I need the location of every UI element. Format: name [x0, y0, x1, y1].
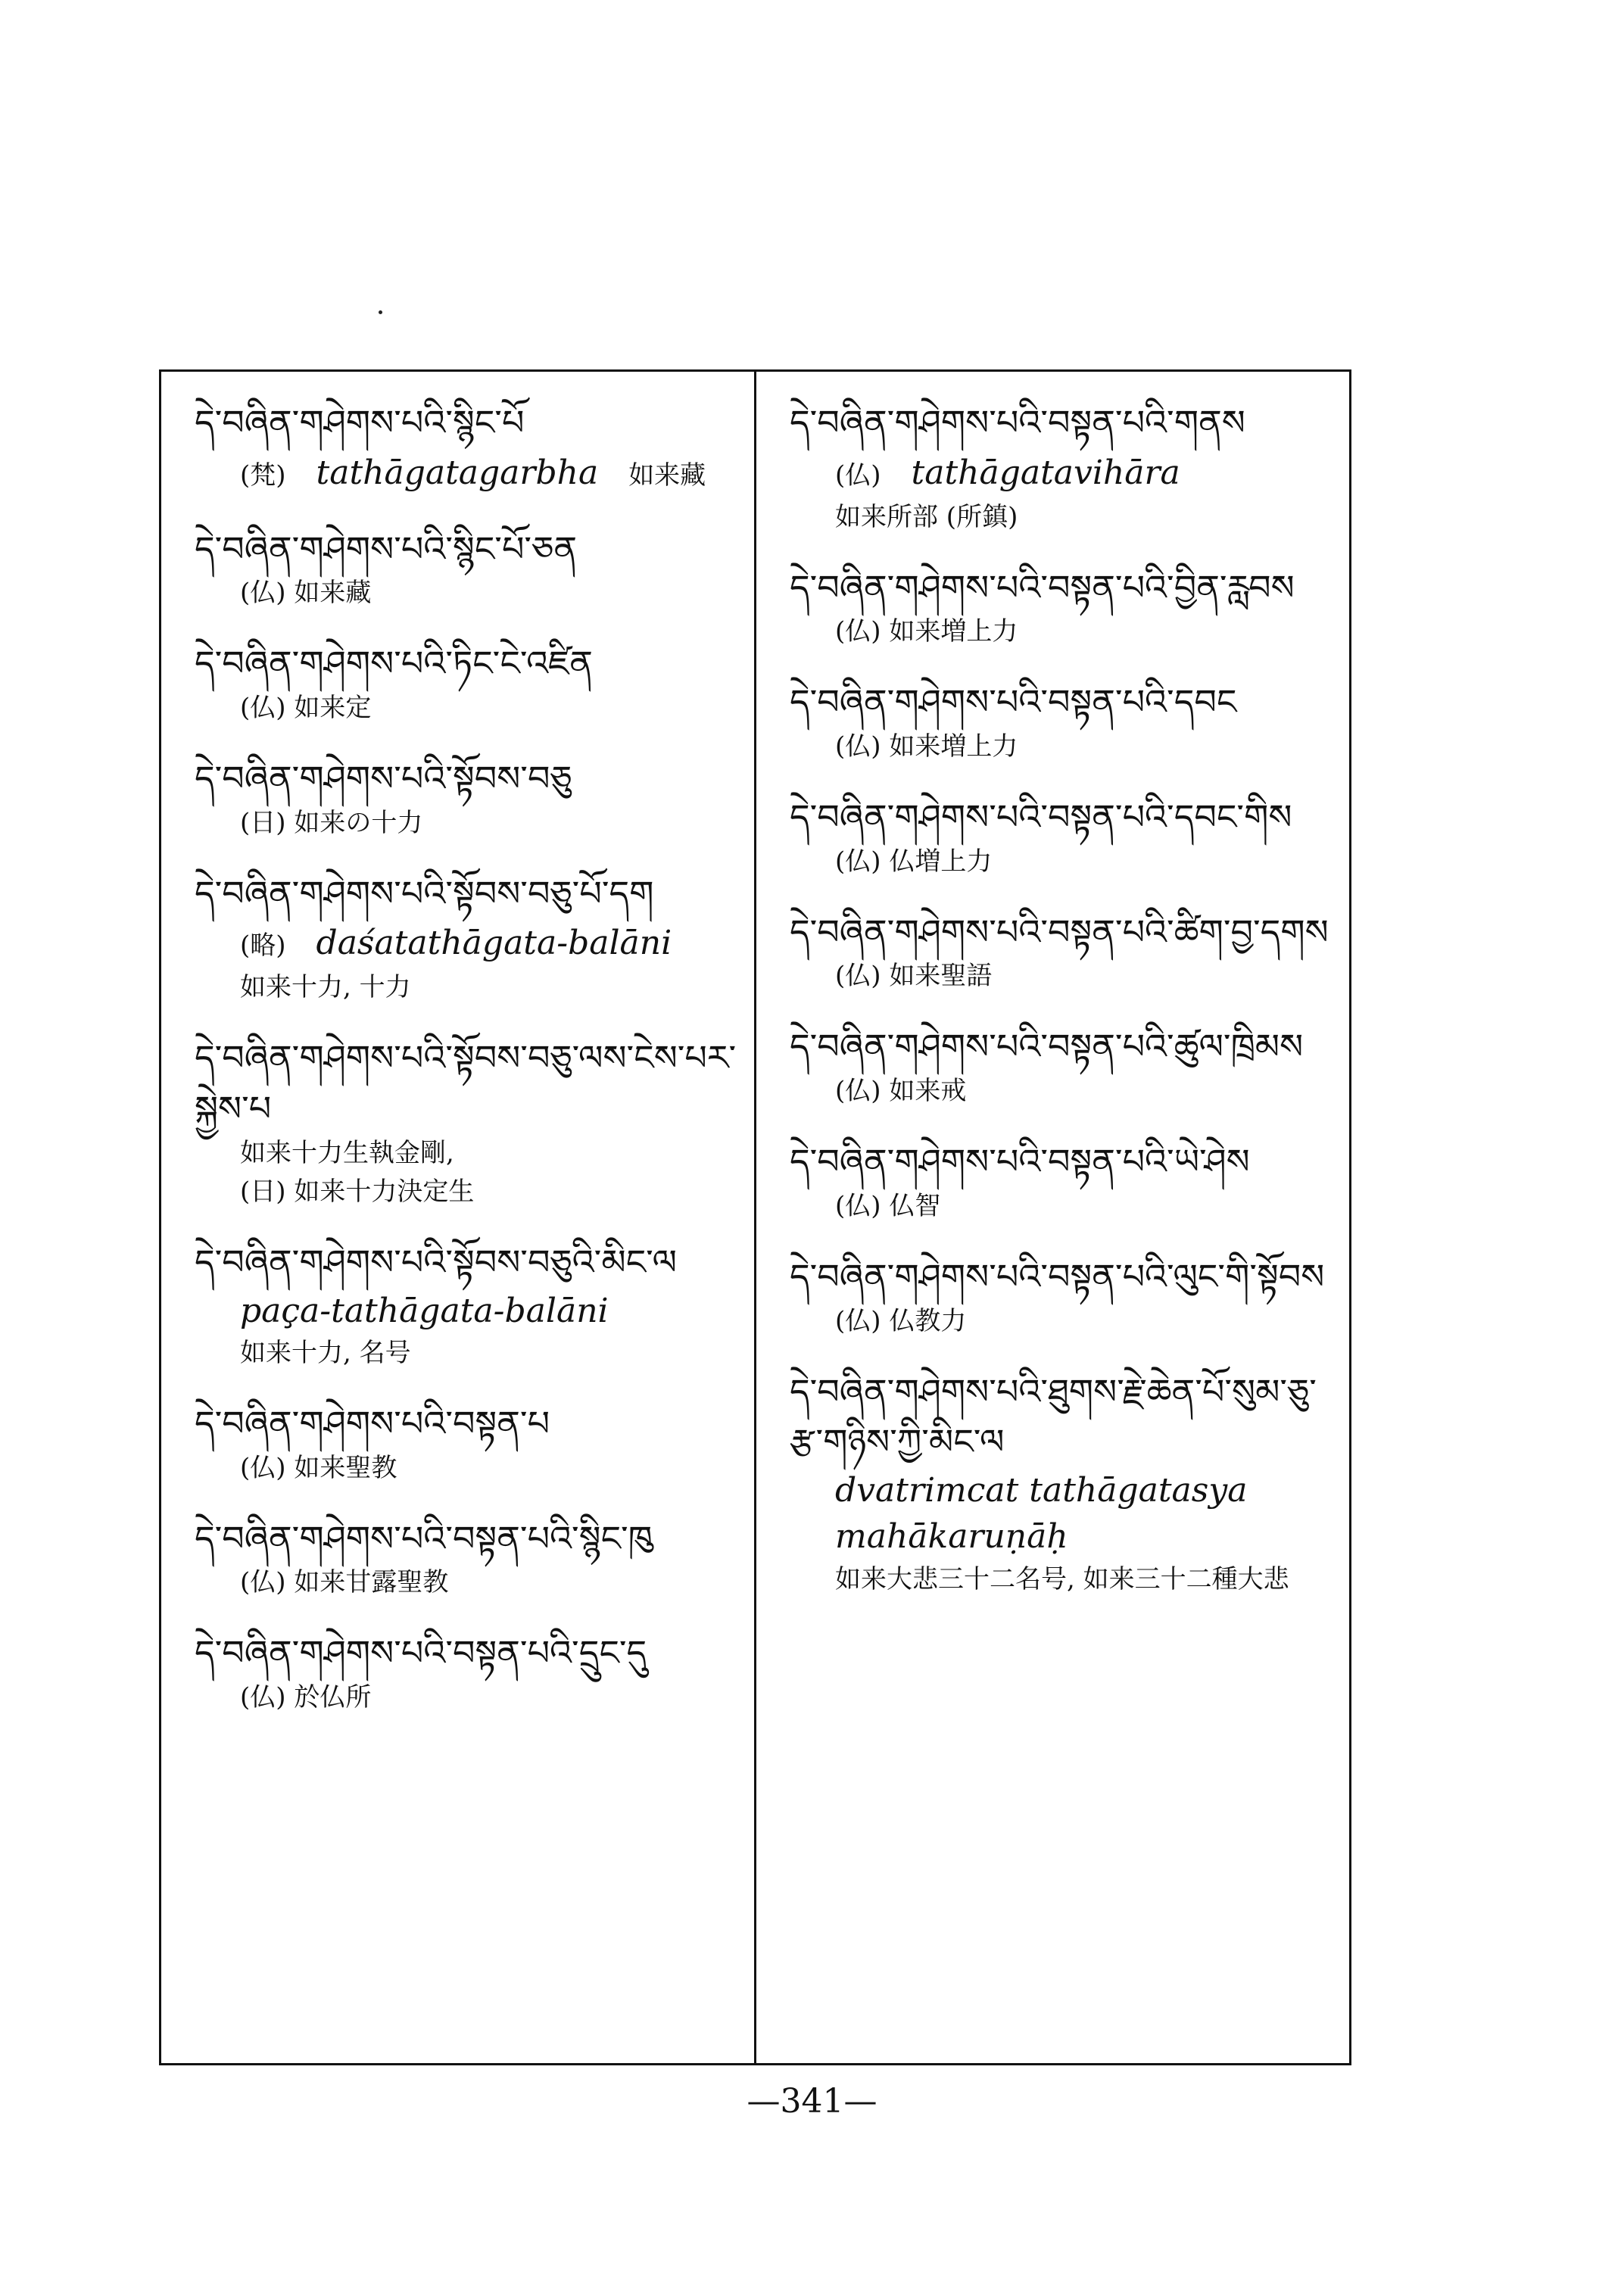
tibetan-headword: དེ་བཞིན་གཤེགས་པའི་བསྟན་པའི་དབང་གིས [790, 796, 1292, 838]
dictionary-entry [195, 638, 743, 728]
tibetan-headword: དེ་བཞིན་གཤེགས་པའི་སྟོབས་བཅུ་ལས་ངེས་པར་སྐྱེས་པ [195, 1037, 737, 1130]
tibetan-headword: དེ་བཞིན་གཤེགས་པའི་སྙིང་པོ [195, 402, 525, 443]
entry-gloss [835, 612, 1339, 651]
entry-gloss [240, 1134, 743, 1173]
entry-gloss [240, 918, 743, 968]
gloss-text: (仏) 仏智 [835, 1190, 941, 1221]
entry-gloss [835, 1467, 1339, 1514]
tibetan-headword: དེ་བཞིན་གཤེགས་པའི་བསྟན་པའི་བྱིན་རླབས [790, 566, 1295, 608]
tibetan-headword: དེ་བཞིན་གཤེགས་པའི་བསྟན་པའི་ཚིག་བྱ་དགས [790, 911, 1329, 952]
gloss-text: (日) 如来十力決定生 [240, 1176, 475, 1207]
dictionary-entry [195, 868, 743, 1008]
dictionary-entry [790, 792, 1339, 881]
tibetan-headword: དེ་བཞིན་གཤེགས་པའི་བསྟན་པའི་ཡེ་ཤེས [790, 1141, 1250, 1183]
dictionary-entry [790, 1021, 1339, 1111]
gloss-text: (仏) 如来聖教 [240, 1452, 397, 1483]
entry-gloss [835, 728, 1339, 766]
dictionary-entry [195, 753, 743, 843]
gloss-text: (仏) 如来甘露聖教 [240, 1567, 449, 1598]
gloss-text: (仏) 如来増上力 [835, 731, 1018, 762]
gloss-text: (仏) 如来増上力 [835, 616, 1018, 647]
stray-dot [379, 310, 382, 314]
entry-gloss [240, 1449, 743, 1488]
entry-gloss [835, 1072, 1339, 1111]
tibetan-headword: དེ་བཞིན་གཤེགས་པའི་ཏིང་ངེ་འཛིན [195, 643, 593, 684]
tibetan-headword: དེ་བཞིན་གཤེགས་པའི་བསྟན་པའི་ལུང་གི་སྟོབས [790, 1255, 1325, 1297]
dictionary-entry [790, 1251, 1339, 1341]
right-column [756, 372, 1349, 2063]
dictionary-entry [195, 1237, 743, 1373]
gloss-text: 如来十力, 名号 [240, 1338, 411, 1369]
gloss-text: (日) 如来の十力 [240, 807, 423, 838]
tibetan-headword: དེ་བཞིན་གཤེགས་པའི་བསྟན་པའི་སྙིང་ཁུ [195, 1517, 653, 1559]
dictionary-entry [195, 397, 743, 498]
tibetan-headword: དེ་བཞིན་གཤེགས་པའི་སྟོབས་བཅུའི་མིང་ལ [195, 1241, 677, 1283]
entry-gloss [240, 1288, 743, 1335]
entry-gloss [240, 1678, 743, 1717]
dictionary-entry [790, 397, 1339, 537]
gloss-text: 如来十力, 十力 [240, 972, 411, 1003]
tibetan-headword: དེ་བཞིན་གཤེགས་པའི་སྟོབས་བཅུ [195, 758, 572, 799]
entry-gloss [240, 1334, 743, 1373]
left-column [161, 372, 756, 2063]
dictionary-entry [790, 1136, 1339, 1226]
entry-gloss [835, 498, 1339, 537]
entry-gloss [835, 843, 1339, 881]
page-number: —341— [747, 2082, 877, 2121]
entry-gloss [240, 968, 743, 1007]
gloss-text: (仏) 如来定 [240, 693, 372, 724]
gloss-text: (略) [240, 930, 286, 962]
entry-gloss [835, 1302, 1339, 1341]
entry-gloss [240, 689, 743, 728]
japanese-gloss: 如来藏 [628, 460, 706, 491]
gloss-text: 如来大悲三十二名号, 如来三十二種大悲 [835, 1564, 1289, 1595]
dictionary-entry [790, 1367, 1339, 1600]
entry-gloss [240, 574, 743, 612]
entry-gloss [240, 1563, 743, 1602]
dictionary-entry [195, 1628, 743, 1717]
gloss-text: 如来十力生執金剛, [240, 1137, 454, 1168]
tibetan-headword: དེ་བཞིན་གཤེགས་པའི་སྟོབས་བཅུ་པོ་དག [195, 872, 654, 914]
entry-gloss [835, 1187, 1339, 1226]
entry-gloss [835, 448, 1339, 498]
dictionary-entry [790, 677, 1339, 766]
tibetan-headword: དེ་བཞིན་གཤེགས་པའི་སྙིང་པོ་ཅན [195, 528, 578, 569]
dictionary-entry [195, 1398, 743, 1488]
gloss-text: (仏) 仏増上力 [835, 846, 993, 877]
sanskrit-term: dvatrimcat tathāgatasya [835, 1470, 1248, 1510]
sanskrit-term: daśatathāgata-balāni [316, 924, 672, 963]
gloss-text: (仏) 於仏所 [240, 1682, 372, 1713]
dictionary-entry [790, 907, 1339, 996]
entry-gloss [240, 804, 743, 843]
gloss-text: (仏) 如来藏 [240, 578, 372, 609]
entry-gloss [835, 1560, 1339, 1599]
gloss-text: (仏) [835, 460, 881, 491]
gloss-text: (仏) 如来戒 [835, 1076, 967, 1107]
entry-gloss [240, 448, 743, 498]
dictionary-frame [159, 369, 1351, 2065]
sanskrit-term: tathāgatagarbha [316, 453, 599, 492]
gloss-text: (仏) 仏教力 [835, 1305, 967, 1336]
dictionary-entry [195, 1513, 743, 1603]
entry-gloss [835, 957, 1339, 996]
gloss-text: (梵) [240, 460, 286, 491]
dictionary-entry [790, 563, 1339, 652]
gloss-text: (仏) 如来聖語 [835, 961, 993, 992]
entry-gloss [835, 1513, 1339, 1560]
tibetan-headword: དེ་བཞིན་གཤེགས་པའི་བསྟན་པ [195, 1403, 550, 1445]
sanskrit-term: mahākaruṇāḥ [835, 1517, 1068, 1557]
tibetan-headword: དེ་བཞིན་གཤེགས་པའི་བསྟན་པའི་ཚུལ་ཁྲིམས [790, 1026, 1304, 1068]
entry-gloss [240, 1173, 743, 1211]
tibetan-headword: དེ་བཞིན་གཤེགས་པའི་བསྟན་པའི་གནས [790, 402, 1245, 443]
dictionary-entry [195, 1033, 743, 1211]
sanskrit-term: tathāgatavihāra [911, 453, 1180, 492]
dictionary-entry [195, 524, 743, 613]
tibetan-headword: དེ་བཞིན་གཤེགས་པའི་ཐུགས་རྗེ་ཆེན་པོ་སུམ་ཅུ་རྩ་གཉིས་ཀྱི་མིང་ལ [790, 1370, 1317, 1463]
sanskrit-term: paça-tathāgata-balāni [240, 1291, 609, 1330]
tibetan-headword: དེ་བཞིན་གཤེགས་པའི་བསྟན་པའི་དྲུང་དུ [195, 1632, 647, 1674]
tibetan-headword: དེ་བཞིན་གཤེགས་པའི་བསྟན་པའི་དབང [790, 681, 1237, 723]
gloss-text: 如来所部 (所鎮) [835, 501, 1018, 532]
